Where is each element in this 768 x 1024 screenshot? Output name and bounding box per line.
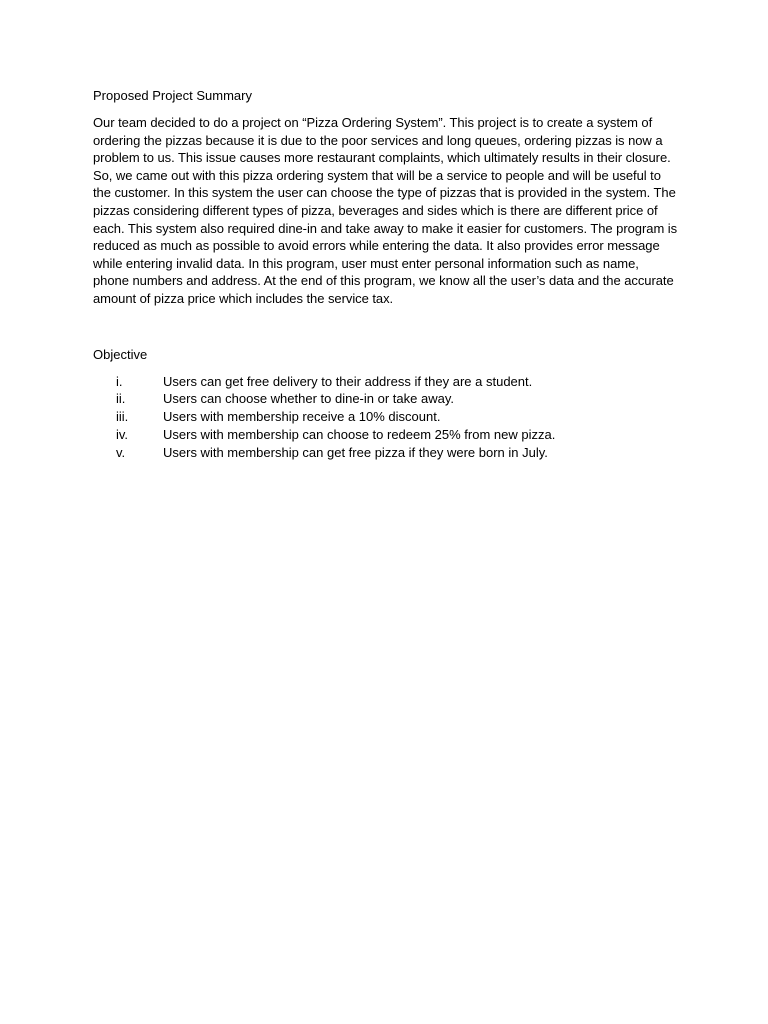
- objective-item: [93, 390, 678, 408]
- document-content: [93, 87, 678, 462]
- summary-paragraph: Our team decided to do a project on “Pizza Ordering System”. This project is to create a system of ordering the pizzas because it is due to the poor services and long queues, ordering pizzas is now a problem to us. This issue causes more restaurant complaints, which ultimately results in their closure. So, we came out with this pizza ordering system that will be a service to people and will be useful to the customer. In this system the user can choose the type of pizzas that is provided in the system. The pizzas considering different types of pizza, beverages and sides which is there are different price of each. This system also required dine-in and take away to make it easier for customers. The program is reduced as much as possible to avoid errors while entering the data. It also provides error message while entering invalid data. In this program, user must enter personal information such as name, phone numbers and address. At the end of this program, we know all the user’s data and the accurate amount of pizza price which includes the service tax.: [93, 115, 678, 306]
- document-title: Proposed Project Summary: [93, 88, 252, 103]
- objective-list: [93, 373, 678, 462]
- objective-text: Users can get free delivery to their address if they are a student.: [163, 373, 533, 389]
- objective-item: [93, 373, 678, 391]
- objective-numeral: ii.: [116, 391, 126, 407]
- objective-numeral: iv.: [116, 426, 129, 442]
- objective-text: Users with membership can choose to redeem 25% from new pizza.: [163, 426, 556, 442]
- objective-text: Users can choose whether to dine-in or take away.: [163, 391, 454, 407]
- objective-heading: Objective: [93, 346, 148, 362]
- objective-numeral: v.: [116, 444, 126, 460]
- objective-item: [93, 444, 678, 462]
- objective-numeral: iii.: [116, 409, 129, 425]
- objective-item: [93, 408, 678, 426]
- objective-numeral: i.: [116, 373, 123, 389]
- objective-text: Users with membership receive a 10% discount.: [163, 409, 441, 425]
- objective-text: Users with membership can get free pizza if they were born in July.: [163, 444, 548, 460]
- objective-item: [93, 426, 678, 444]
